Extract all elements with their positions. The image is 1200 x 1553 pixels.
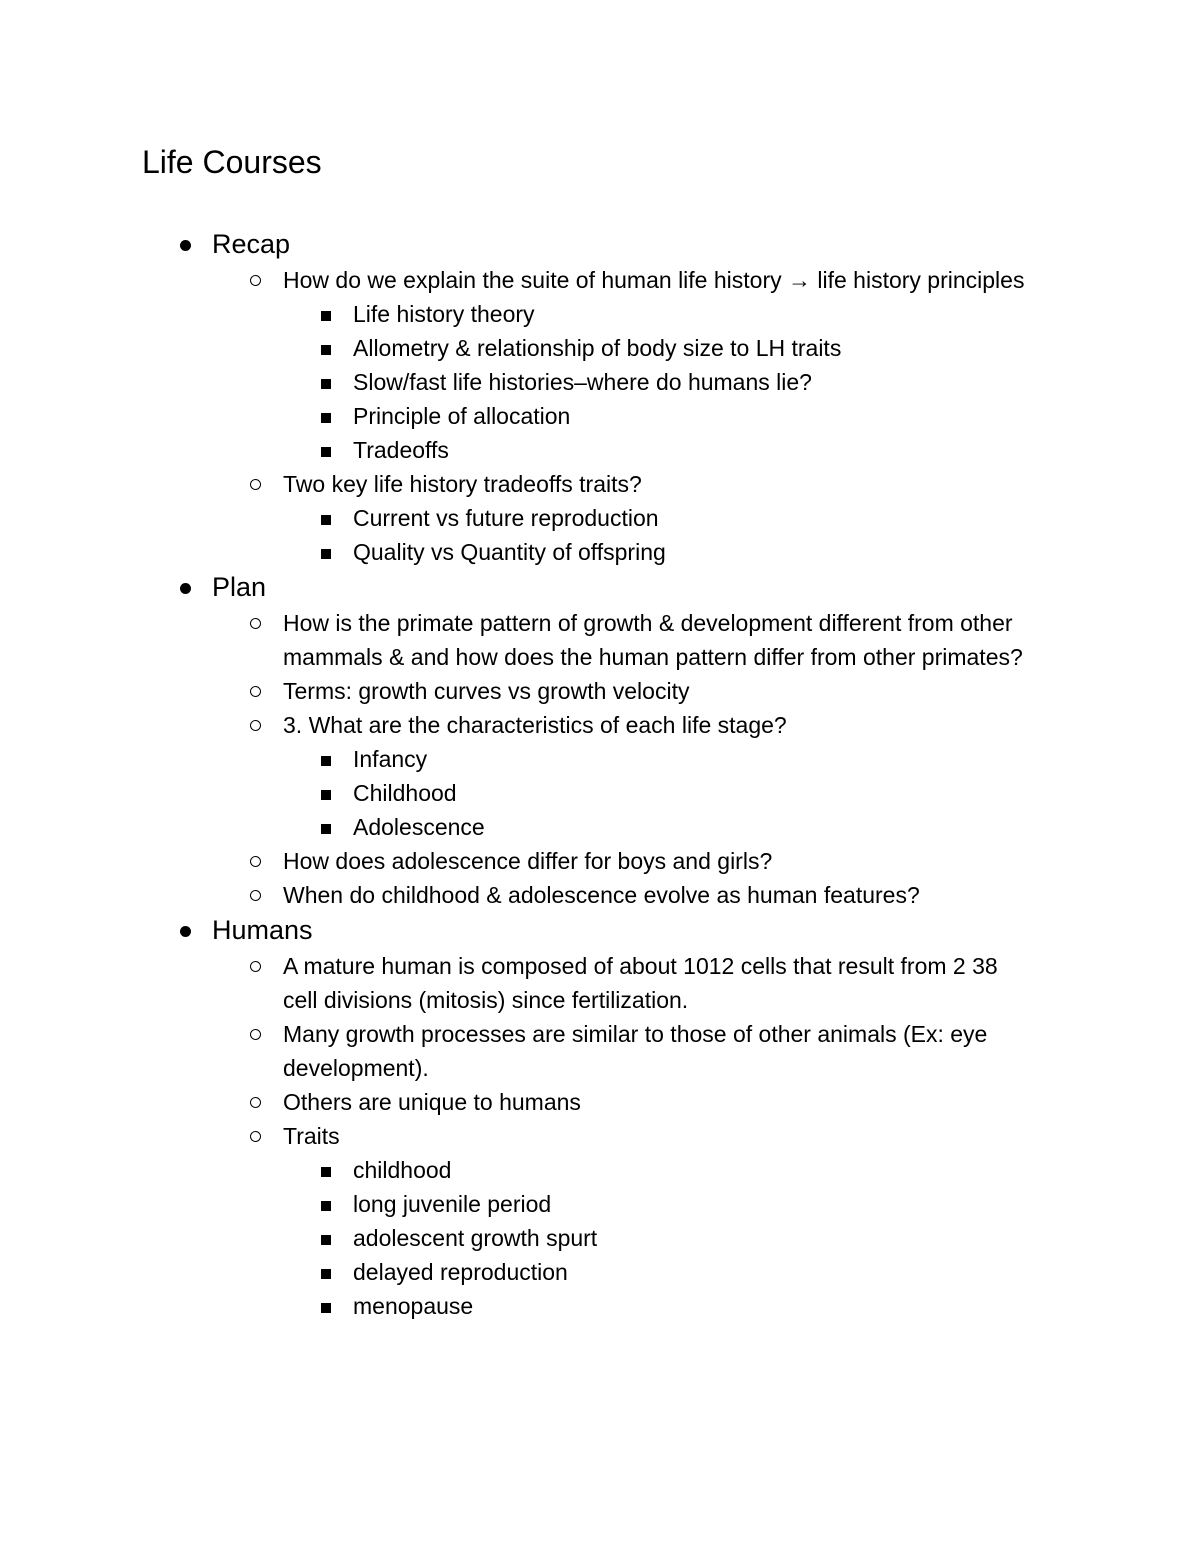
hollow-bullet-icon (250, 856, 261, 867)
hollow-bullet-icon (250, 479, 261, 490)
sub-list-item (0, 433, 1200, 467)
sub-list-item-text: childhood (353, 1157, 452, 1183)
sub-list-item (0, 1153, 1200, 1187)
hollow-bullet-icon (250, 275, 261, 286)
sub-list-item (0, 297, 1200, 331)
hollow-bullet-icon (250, 618, 261, 629)
hollow-bullet-icon (250, 1131, 261, 1142)
square-bullet-icon (321, 345, 331, 355)
square-bullet-icon (321, 379, 331, 389)
sub-list-item-text: Tradeoffs (353, 437, 449, 463)
list-item (0, 878, 1200, 912)
outline-section-recap (0, 226, 1200, 569)
filled-bullet-icon (180, 240, 191, 251)
hollow-bullet-icon (250, 720, 261, 731)
list-item-text: 3. What are the characteristics of each life stage? (283, 712, 787, 738)
sub-list-item (0, 399, 1200, 433)
list-item-text: How does adolescence differ for boys and girls? (283, 848, 773, 874)
filled-bullet-icon (180, 926, 191, 937)
list-item (0, 1017, 1200, 1085)
hollow-bullet-icon (250, 1029, 261, 1040)
sub-list-item-text: Quality vs Quantity of offspring (353, 539, 666, 565)
list-item (0, 949, 1200, 1017)
sub-list-item-text: Life history theory (353, 301, 535, 327)
document-title: Life Courses (142, 144, 322, 180)
sub-list-item (0, 1289, 1200, 1323)
sub-list-item-text: menopause (353, 1293, 474, 1319)
filled-bullet-icon (180, 583, 191, 594)
hollow-bullet-icon (250, 961, 261, 972)
list-item (0, 708, 1200, 742)
sub-list-item-text: Principle of allocation (353, 403, 571, 429)
square-bullet-icon (321, 311, 331, 321)
sub-list-item (0, 810, 1200, 844)
list-item-text: Terms: growth curves vs growth velocity (283, 678, 690, 704)
list-item-text: When do childhood & adolescence evolve as human features? (283, 882, 920, 908)
list-item (0, 844, 1200, 878)
list-item-text: Traits (283, 1123, 340, 1149)
sub-list-item (0, 1187, 1200, 1221)
sub-list-item-text: long juvenile period (353, 1191, 552, 1217)
list-item (0, 263, 1200, 297)
list-item-text: Many growth processes are similar to those of other animals (Ex: eye development). (283, 1021, 988, 1081)
square-bullet-icon (321, 1303, 331, 1313)
sub-list-item (0, 501, 1200, 535)
section-heading-text: Recap (212, 229, 291, 259)
sub-list-item-text: adolescent growth spurt (353, 1225, 598, 1251)
list-item-text: Two key life history tradeoffs traits? (283, 471, 642, 497)
sub-list-item-text: Allometry & relationship of body size to LH traits (353, 335, 842, 361)
outline-list (0, 226, 1200, 1323)
section-heading (0, 226, 1200, 263)
sub-list-item (0, 776, 1200, 810)
sub-list-item (0, 535, 1200, 569)
list-item-text: How do we explain the suite of human life history → life history principles (283, 267, 1025, 293)
sub-list-item-text: Adolescence (353, 814, 485, 840)
sub-list-item (0, 365, 1200, 399)
sub-list-item-text: Slow/fast life histories–where do humans lie? (353, 369, 812, 395)
hollow-bullet-icon (250, 890, 261, 901)
sub-list-item (0, 1221, 1200, 1255)
list-item-text: How is the primate pattern of growth & development different from other mammals & and how does the human pattern differ from other primates? (283, 610, 1023, 670)
square-bullet-icon (321, 515, 331, 525)
list-item-text: Others are unique to humans (283, 1089, 581, 1115)
list-item (0, 674, 1200, 708)
sub-list-item-text: Infancy (353, 746, 428, 772)
square-bullet-icon (321, 1201, 331, 1211)
square-bullet-icon (321, 413, 331, 423)
sub-list-item-text: delayed reproduction (353, 1259, 568, 1285)
section-heading-text: Plan (212, 572, 267, 602)
list-item (0, 606, 1200, 674)
list-item (0, 467, 1200, 501)
square-bullet-icon (321, 1269, 331, 1279)
square-bullet-icon (321, 756, 331, 766)
square-bullet-icon (321, 824, 331, 834)
list-item (0, 1085, 1200, 1119)
sub-list-item-text: Current vs future reproduction (353, 505, 659, 531)
square-bullet-icon (321, 790, 331, 800)
outline-section-humans (0, 912, 1200, 1323)
square-bullet-icon (321, 1167, 331, 1177)
section-heading (0, 912, 1200, 949)
section-heading-text: Humans (212, 915, 313, 945)
sub-list-item (0, 331, 1200, 365)
section-heading (0, 569, 1200, 606)
sub-list-item-text: Childhood (353, 780, 457, 806)
square-bullet-icon (321, 549, 331, 559)
list-item-text: A mature human is composed of about 1012 cells that result from 2 38 cell divisions (mitosis) since fertilization. (283, 953, 998, 1013)
list-item (0, 1119, 1200, 1153)
sub-list-item (0, 1255, 1200, 1289)
hollow-bullet-icon (250, 1097, 261, 1108)
outline-section-plan (0, 569, 1200, 912)
square-bullet-icon (321, 1235, 331, 1245)
hollow-bullet-icon (250, 686, 261, 697)
sub-list-item (0, 742, 1200, 776)
square-bullet-icon (321, 447, 331, 457)
